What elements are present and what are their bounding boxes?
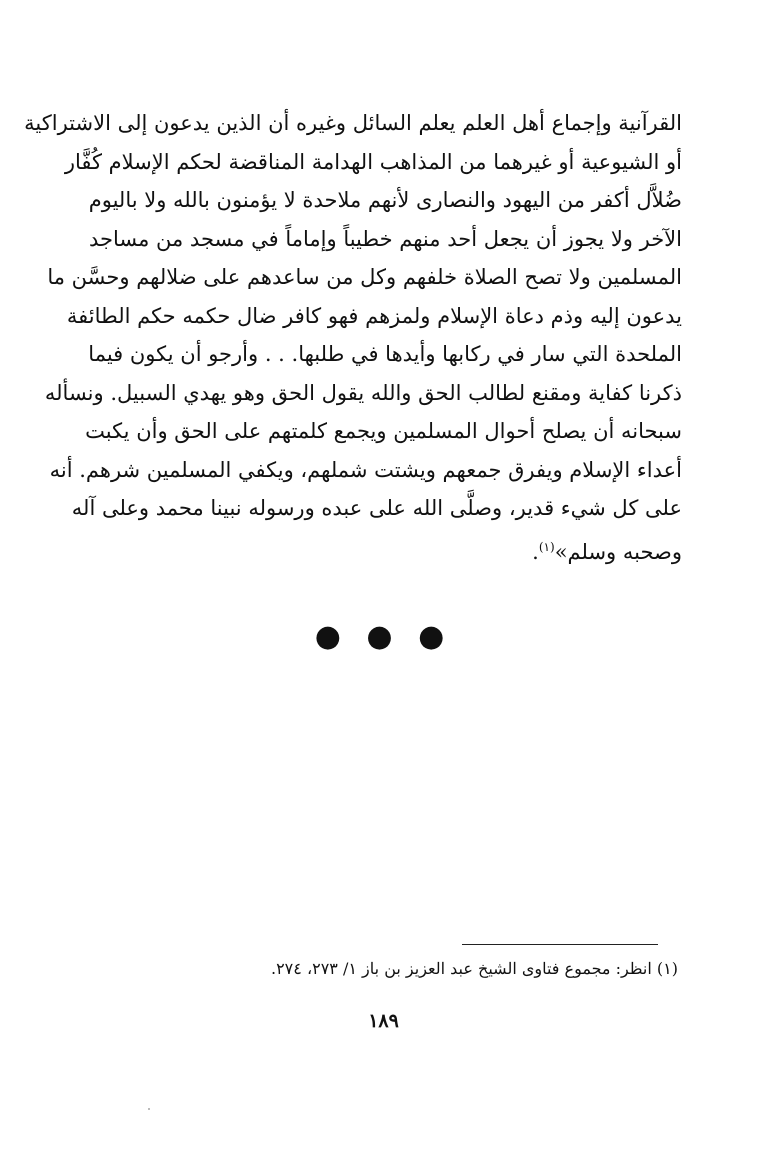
body-line-8: ذكرنا كفاية ومقنع لطالب الحق والله يقول الحق وهو يهدي السبيل. ونسأله xyxy=(44,380,682,405)
body-line-5: المسلمين ولا تصح الصلاة خلفهم وكل من ساعدهم على ضلالهم وحسَّن ما xyxy=(47,265,682,289)
body-line-6: يدعون إليه وذم دعاة الإسلام ولمزهم فهو كافر ضال حكمه حكم الطائفة xyxy=(66,303,682,328)
scan-speck xyxy=(148,1108,150,1110)
body-line-3: ضُلاَّل أكفر من اليهود والنصارى لأنهم ملاحدة لا يؤمنون بالله ولا باليوم xyxy=(88,188,682,212)
section-separator: ● ● ● xyxy=(314,619,453,654)
body-line-10: أعداء الإسلام ويفرق جمعهم ويشتت شملهم، ويكفي المسلمين شرهم. أنه xyxy=(49,457,682,482)
footnote: (١) انظر: مجموع فتاوى الشيخ عبد العزيز بن باز ١/ ٢٧٣، ٢٧٤. xyxy=(270,959,678,978)
body-line-9: سبحانه أن يصلح أحوال المسلمين ويجمع كلمتهم على الحق وأن يكبت xyxy=(85,419,682,443)
body-line-12 xyxy=(92,528,682,567)
footnote-divider xyxy=(462,944,658,945)
footnote-reference[interactable]: (١) xyxy=(538,539,555,554)
body-line-11: على كل شيء قدير، وصلَّى الله على عبده ورسوله نبينا محمد وعلى آله xyxy=(71,496,682,520)
body-line-1: القرآنية وإجماع أهل العلم يعلم السائل وغيره أن الذين يدعون إلى الاشتراكية xyxy=(24,111,682,135)
page-number: ١٨٩ xyxy=(368,1010,399,1032)
body-line-2: أو الشيوعية أو غيرهما من المذاهب الهدامة المناقضة لحكم الإسلام كُفَّار xyxy=(64,149,682,174)
body-line-4: الآخر ولا يجوز أن يجعل أحد منهم خطيباً وإماماً في مسجد من مساجد xyxy=(88,226,682,251)
body-text xyxy=(24,104,682,566)
end-punctuation: . xyxy=(532,539,539,564)
body-line-12-text: وصحبه وسلم» xyxy=(554,539,682,564)
body-line-7: الملحدة التي سار في ركابها وأيدها في طلبها. . . وأرجو أن يكون فيما xyxy=(88,342,682,366)
